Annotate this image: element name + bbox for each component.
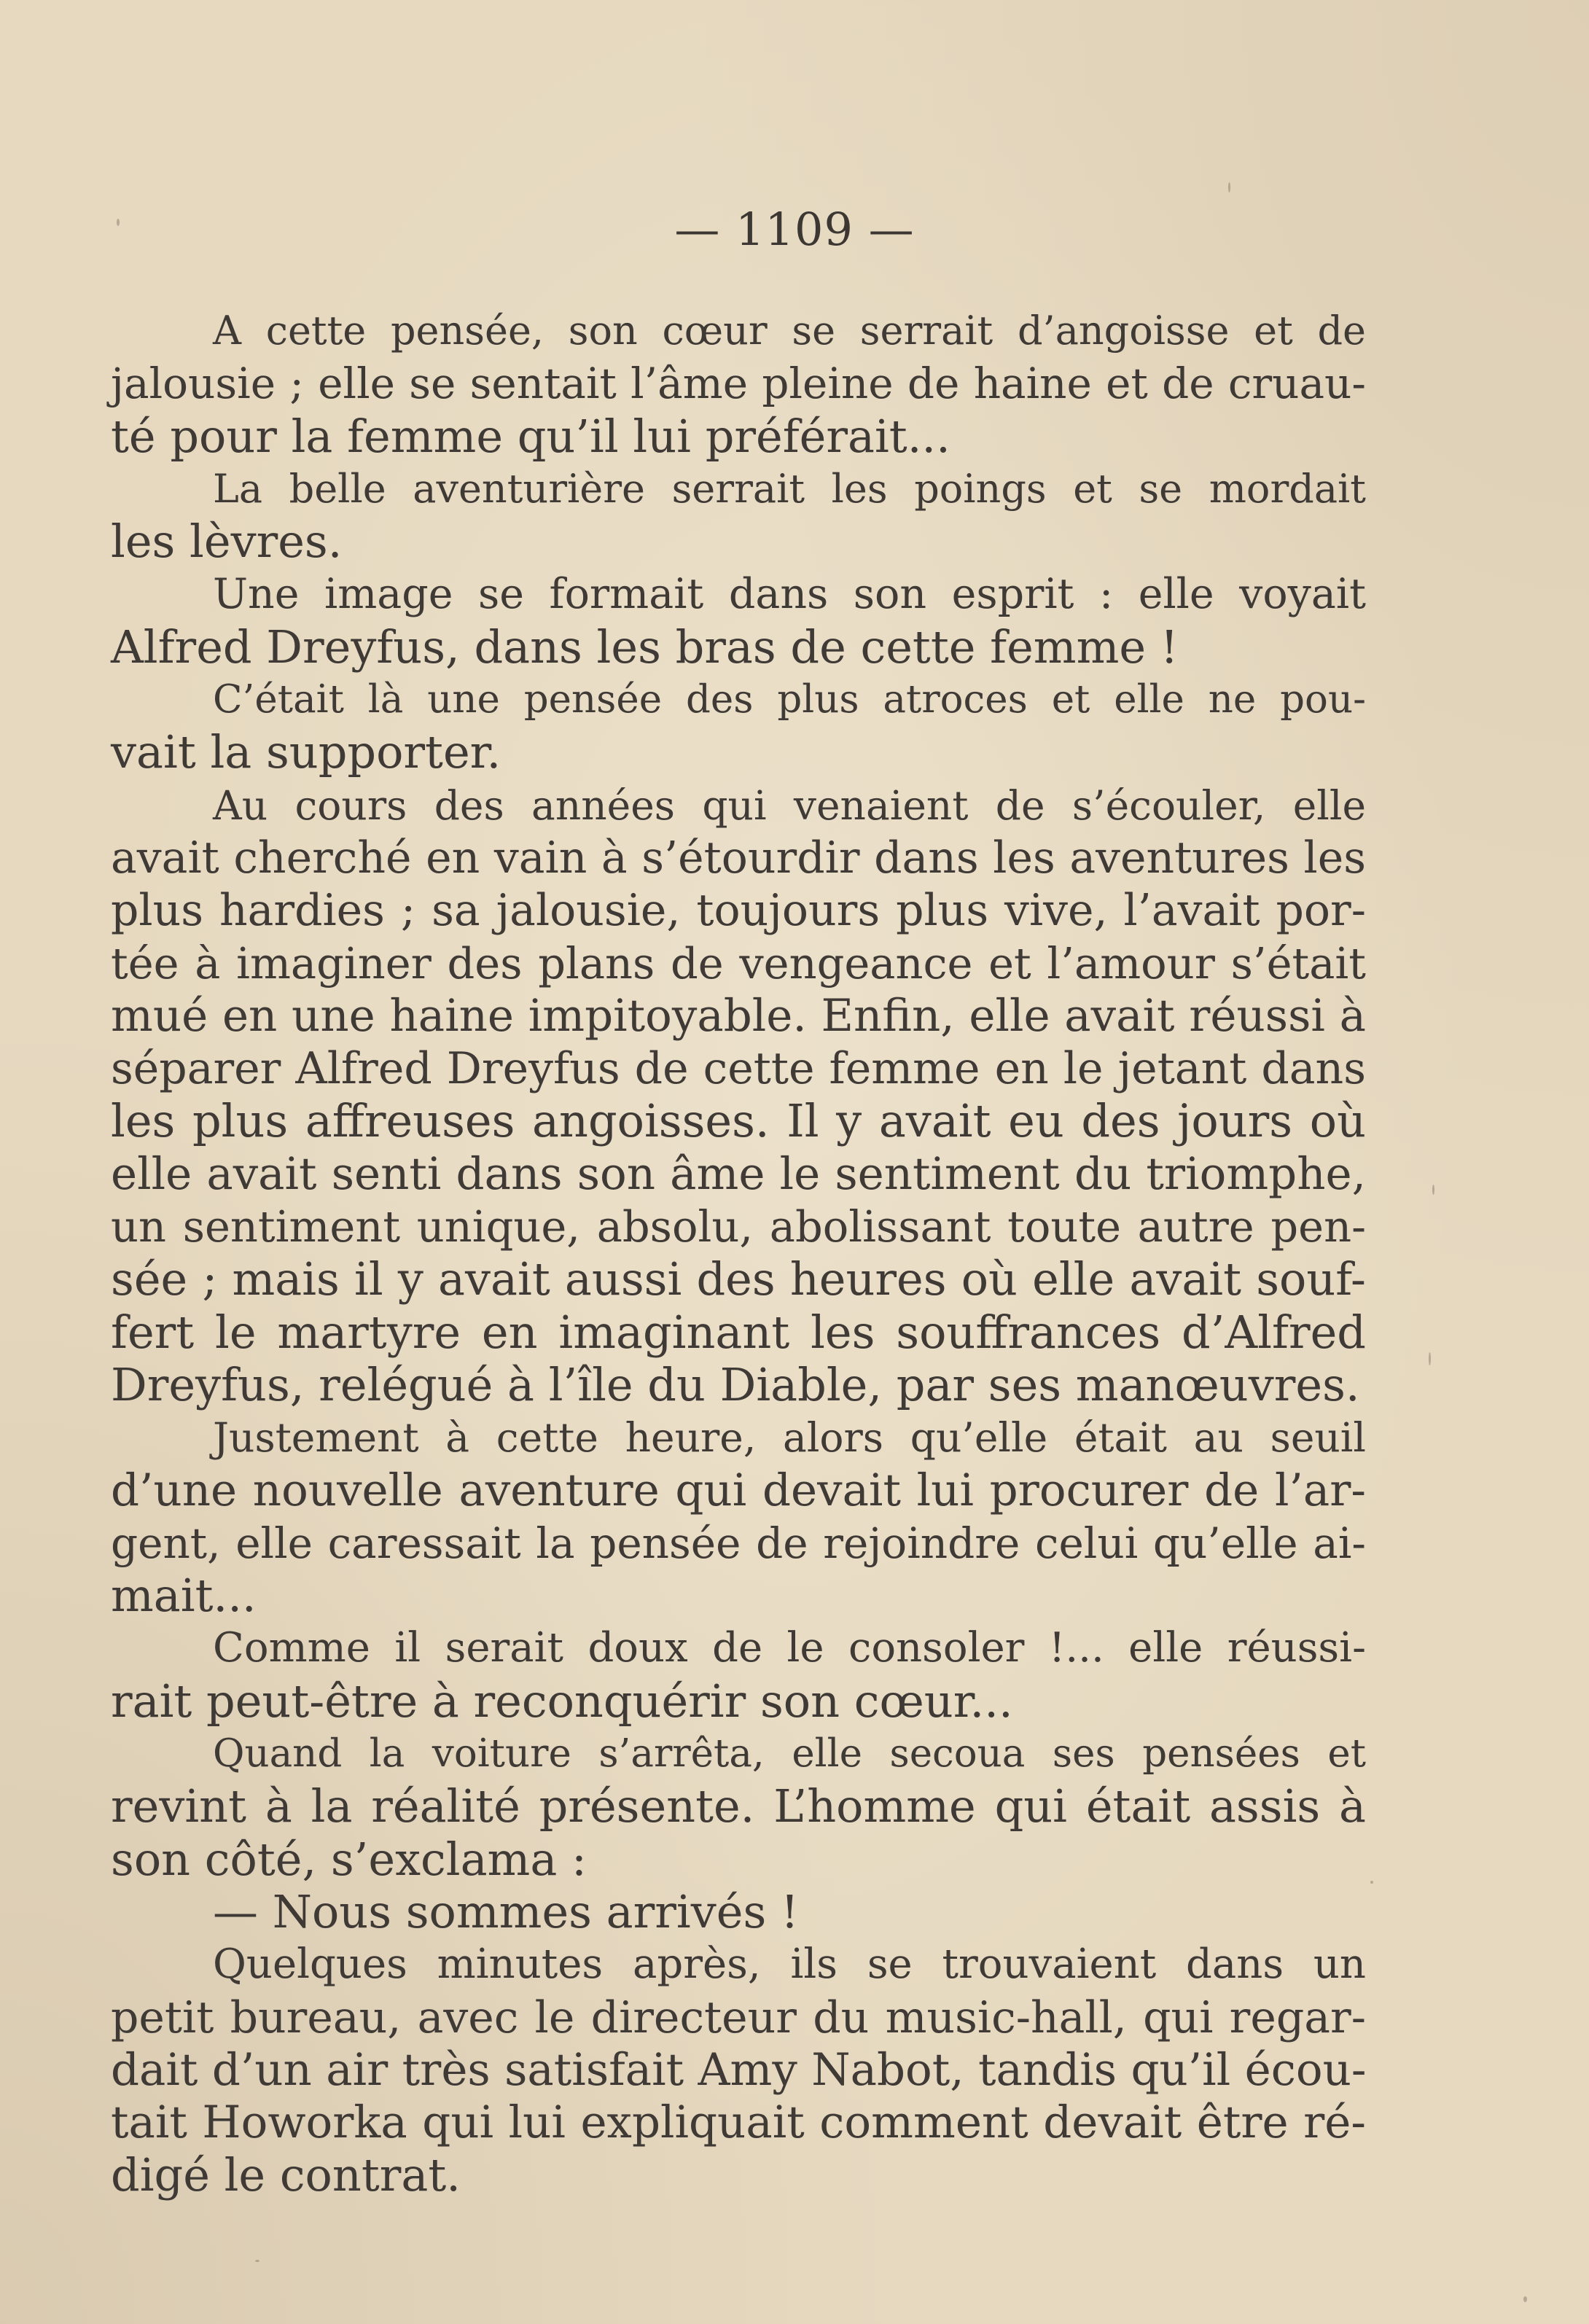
text-line: Au cours des années qui venaient de s’écouler, elle (213, 781, 1366, 829)
body-text (111, 305, 1366, 2202)
text-line: Quelques minutes après, ils se trouvaient dans un (213, 1941, 1366, 1989)
text-line: Alfred Dreyfus, dans les bras de cette femme ! (111, 620, 1179, 674)
text-line: té pour la femme qu’il lui préférait... (111, 409, 950, 463)
text-line: mait... (111, 1569, 257, 1623)
text-line: plus hardies ; sa jalousie, toujours plus vive, l’avait por- (111, 885, 1366, 937)
text-line: les lèvres. (111, 515, 343, 569)
text-line: elle avait senti dans son âme le sentiment du triomphe, (111, 1147, 1366, 1200)
text-line: jalousie ; elle se sentait l’âme pleine de haine et de cruau- (111, 359, 1366, 409)
paper-speck (1228, 182, 1230, 192)
text-line: C’était là une pensée des plus atroces et elle ne pou- (213, 677, 1366, 722)
paper-speck (1432, 1185, 1434, 1195)
text-line: dait d’un air très satisfait Amy Nabot, tandis qu’il écou- (111, 2043, 1367, 2096)
text-line: gent, elle caressait la pensée de rejoindre celui qu’elle ai- (111, 1518, 1366, 1568)
paper-speck (255, 2260, 259, 2262)
text-line: les plus affreuses angoisses. Il y avait eu des jours où (111, 1094, 1366, 1148)
page-number: — 1109 — (674, 203, 915, 256)
text-line: tée à imaginer des plans de vengeance et l’amour s’était (111, 937, 1366, 989)
text-line: un sentiment unique, absolu, abolissant toute autre pen- (111, 1201, 1366, 1252)
text-line: d’une nouvelle aventure qui devait lui procurer de l’ar- (111, 1464, 1366, 1516)
text-line: Comme il serait doux de le consoler !... elle réussi- (213, 1624, 1366, 1672)
paper-speck (1370, 1881, 1373, 1884)
text-line: avait cherché en vain à s’étourdir dans les aventures les (111, 832, 1366, 884)
text-line: vait la supporter. (111, 725, 501, 779)
text-line: Dreyfus, relégué à l’île du Diable, par ses manœuvres. (111, 1357, 1360, 1411)
text-line: Justement à cette heure, alors qu’elle était au seuil (213, 1414, 1366, 1462)
text-line: sée ; mais il y avait aussi des heures où elle avait souf- (111, 1252, 1366, 1306)
text-line: A cette pensée, son cœur se serrait d’angoisse et de (213, 308, 1366, 354)
text-line: séparer Alfred Dreyfus de cette femme en le jetant dans (111, 1043, 1366, 1095)
text-line: rait peut-être à reconquérir son cœur... (111, 1674, 1013, 1728)
paper-speck (1429, 1352, 1431, 1365)
text-line: La belle aventurière serrait les poings et se mordait (213, 465, 1366, 512)
text-line: Une image se formait dans son esprit : elle voyait (213, 570, 1366, 619)
text-line: — Nous sommes arrivés ! (213, 1884, 799, 1938)
paper-speck (117, 219, 120, 226)
text-line: mué en une haine impitoyable. Enfin, elle avait réussi à (111, 989, 1366, 1042)
text-line: revint à la réalité présente. L’homme qui était assis à (111, 1779, 1366, 1833)
text-line: son côté, s’exclama : (111, 1832, 587, 1886)
text-line: fert le martyre en imaginant les souffrances d’Alfred (111, 1305, 1366, 1359)
text-line: Quand la voiture s’arrêta, elle secoua ses pensées et (213, 1731, 1366, 1777)
text-line: tait Howorka qui lui expliquait comment devait être ré- (111, 2097, 1366, 2149)
text-line: digé le contrat. (111, 2148, 461, 2202)
paper-speck (1523, 2296, 1527, 2302)
text-line: petit bureau, avec le directeur du music-hall, qui regar- (111, 1992, 1366, 2043)
